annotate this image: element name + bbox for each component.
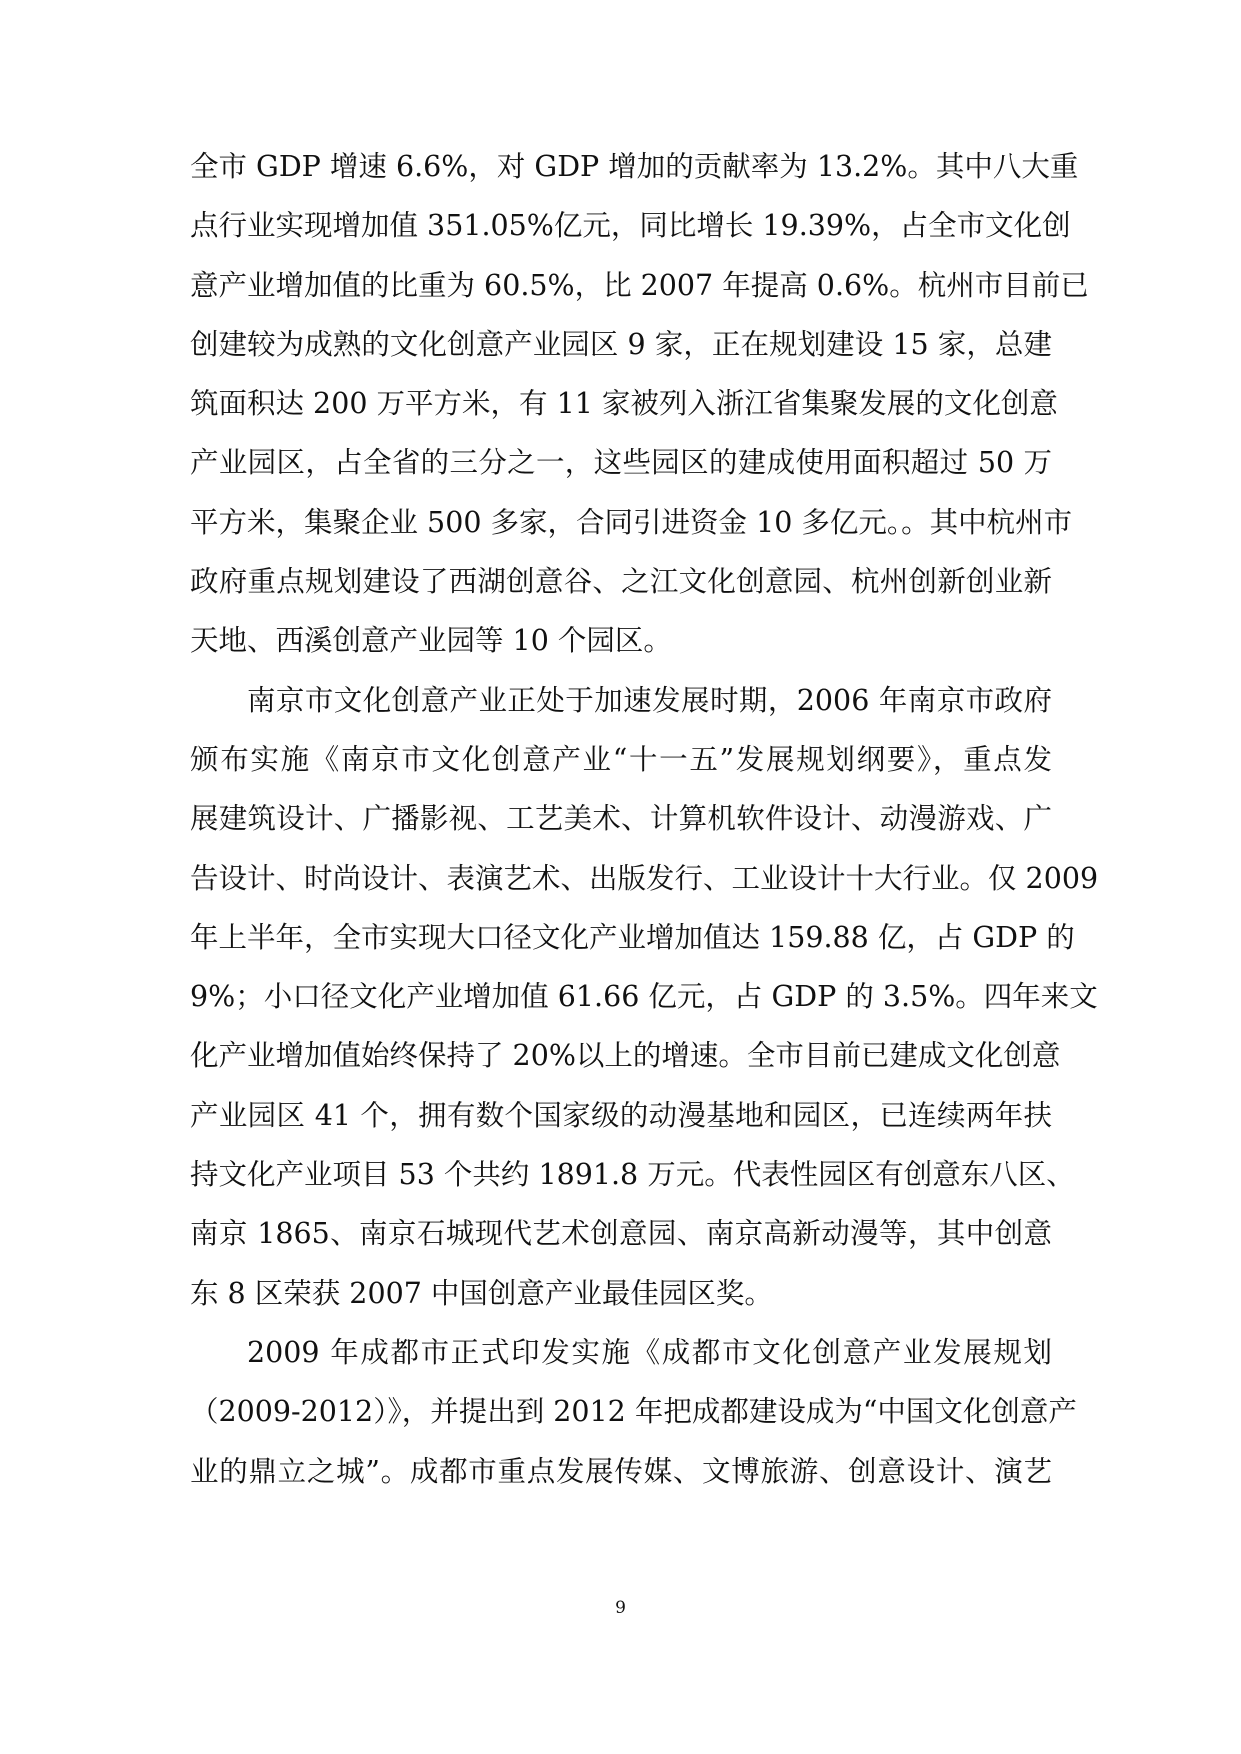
text-line: 创建较为成熟的文化创意产业园区 9 家，正在规划建设 15 家，总建 <box>190 327 1052 361</box>
text-line: 意产业增加值的比重为 60.5%，比 2007 年提高 0.6%。杭州市目前已 <box>190 268 1089 302</box>
text-line: 颁布实施《南京市文化创意产业“十一五”发展规划纲要》，重点发 <box>190 742 1052 776</box>
text-line: 产业园区，占全省的三分之一，这些园区的建成使用面积超过 50 万 <box>190 446 1052 480</box>
text-line: 业的鼎立之城”。成都市重点发展传媒、文博旅游、创意设计、演艺 <box>190 1454 1052 1488</box>
text-line: 平方米，集聚企业 500 多家，合同引进资金 10 多亿元。。其中杭州市 <box>190 505 1073 539</box>
text-line: 9%；小口径文化产业增加值 61.66 亿元，占 GDP 的 3.5%。四年来文 <box>190 980 1098 1014</box>
text-line: 政府重点规划建设了西湖创意谷、之江文化创意园、杭州创新创业新 <box>190 565 1052 599</box>
text-line: 天地、西溪创意产业园等 10 个园区。 <box>190 624 672 658</box>
text-line: 持文化产业项目 53 个共约 1891.8 万元。代表性园区有创意东八区、 <box>190 1158 1075 1192</box>
text-line: 化产业增加值始终保持了 20%以上的增速。全市目前已建成文化创意 <box>190 1039 1061 1073</box>
text-line: （2009-2012）》，并提出到 2012 年把成都建设成为“中国文化创意产 <box>190 1395 1077 1429</box>
text-line: 告设计、时尚设计、表演艺术、出版发行、工业设计十大行业。仅 2009 <box>190 861 1099 895</box>
text-line: 筑面积达 200 万平方米，有 11 家被列入浙江省集聚发展的文化创意 <box>190 387 1058 421</box>
text-line: 南京 1865、南京石城现代艺术创意园、南京高新动漫等，其中创意 <box>190 1217 1052 1251</box>
paragraph-first-line: 2009 年成都市正式印发实施《成都市文化创意产业发展规划 <box>247 1335 1052 1369</box>
page-number: 9 <box>615 1598 626 1618</box>
text-line: 点行业实现增加值 351.05%亿元，同比增长 19.39%，占全市文化创 <box>190 209 1071 243</box>
text-line: 展建筑设计、广播影视、工艺美术、计算机软件设计、动漫游戏、广 <box>190 802 1052 836</box>
text-line: 年上半年，全市实现大口径文化产业增加值达 159.88 亿，占 GDP 的 <box>190 920 1075 954</box>
text-line: 产业园区 41 个，拥有数个国家级的动漫基地和园区，已连续两年扶 <box>190 1098 1052 1132</box>
body-text <box>190 137 1099 1501</box>
paragraph-first-line: 南京市文化创意产业正处于加速发展时期，2006 年南京市政府 <box>247 683 1052 717</box>
text-line: 东 8 区荣获 2007 中国创意产业最佳园区奖。 <box>190 1276 773 1310</box>
text-line: 全市 GDP 增速 6.6%，对 GDP 增加的贡献率为 13.2%。其中八大重 <box>190 150 1079 183</box>
